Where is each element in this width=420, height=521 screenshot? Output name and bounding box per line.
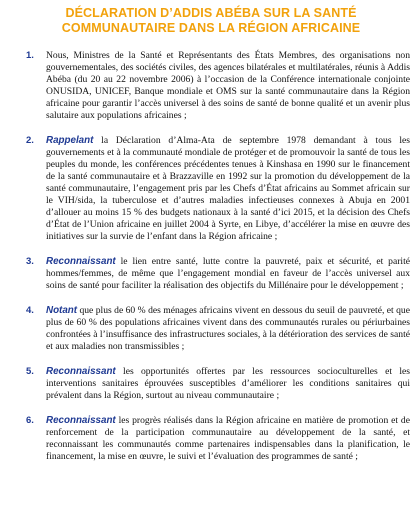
- item-text: la Déclaration d’Alma-Ata de septembre 1978 demandant à tous les gouvernements et à la communauté mondiale de protéger et de promouvoir la santé de tous les peuples du monde, les conférences précédentes tenues à Kinshasa en 1990 sur le financement de la santé communautaire et à Brazzaville en 1992 sur la promotion du développement de la santé communautaire, l’engagement pris par les Chefs d’État africains au Sommet africain sur le VIH/sida, la tuberculose et d’autres maladies infectieuses connexes à Abuja en 2001 d’allouer au moins 15 % des budgets nationaux à la santé d’ici 2015, et la décision des Chefs d’État de l’Union africaine en juillet 2004 à Syrte, en Libye, d’accélérer la mise en œuvre des initiatives sur la survie de l’enfant dans la Région africaine ;: [46, 135, 410, 242]
- list-item: [12, 256, 410, 292]
- item-text: les opportunités offertes par les ressources socioculturelles et les interventions sanitaires éprouvées susceptibles d’améliorer les conditions sanitaires qui prévalent dans la Région, surtout au niveau communautaire ;: [46, 366, 410, 401]
- item-text: Nous, Ministres de la Santé et Représentants des États Membres, des organisations non gouvernementales, des sociétés civiles, des agences bilatérales et multilatérales, réunis à Addis Abéba (du 20 au 22 novembre 2006) à l’occasion de la Conférence internationale conjointe ONUSIDA, UNICEF, Banque mondiale et OMS sur la santé communautaire dans la Région africaine pour garantir l’accès universel à des soins de santé de bonne qualité et un avenir plus salutaire aux populations africaines ;: [46, 50, 410, 121]
- item-body: [46, 305, 410, 353]
- item-body: [46, 256, 410, 292]
- item-body: [46, 135, 410, 243]
- item-body: [46, 366, 410, 402]
- document-title: [12, 6, 410, 36]
- list-item: [12, 366, 410, 402]
- list-item: [12, 415, 410, 463]
- item-number: 2.: [26, 135, 34, 146]
- list-item: [12, 50, 410, 122]
- item-lead: Reconnaissant: [46, 415, 116, 426]
- list-item: [12, 135, 410, 243]
- item-number: 6.: [26, 415, 34, 426]
- item-text: que plus de 60 % des ménages africains vivent en dessous du seuil de pauvreté, et que plus de 60 % des populations africaines vivent dans des communautés rurales ou périurbaines confrontées à l’insuffisance des infrastructures sociales, à la détérioration des services de santé et aux maladies non transmissibles ;: [46, 305, 410, 352]
- item-number: 3.: [26, 256, 34, 267]
- item-body: [46, 50, 410, 122]
- item-number: 1.: [26, 50, 34, 61]
- item-lead: Reconnaissant: [46, 256, 116, 267]
- item-text: le lien entre santé, lutte contre la pauvreté, paix et sécurité, et parité hommes/femmes, de même que l’engagement mondial en faveur de l’accès universel aux soins de santé pour faciliter la réalisation des objectifs du Millénaire pour le développement ;: [46, 256, 410, 291]
- item-body: [46, 415, 410, 463]
- item-lead: Reconnaissant: [46, 366, 116, 377]
- item-text: les progrès réalisés dans la Région africaine en matière de promotion et de renforcement de la participation communautaire au développement de la santé, et reconnaissant les communautés comme partenaires indispensables dans la planification, le financement, la mise en œuvre, le suivi et l’évaluation des programmes de santé ;: [46, 415, 410, 462]
- item-lead: Notant: [46, 305, 78, 316]
- list-item: [12, 305, 410, 353]
- title-line-2: COMMUNAUTAIRE DANS LA RÉGION AFRICAINE: [61, 21, 361, 35]
- item-number: 4.: [26, 305, 34, 316]
- item-lead: Rappelant: [46, 135, 94, 146]
- item-number: 5.: [26, 366, 34, 377]
- declaration-list: [12, 50, 410, 463]
- title-line-1: DÉCLARATION D’ADDIS ABÉBA SUR LA SANTÉ: [65, 6, 357, 20]
